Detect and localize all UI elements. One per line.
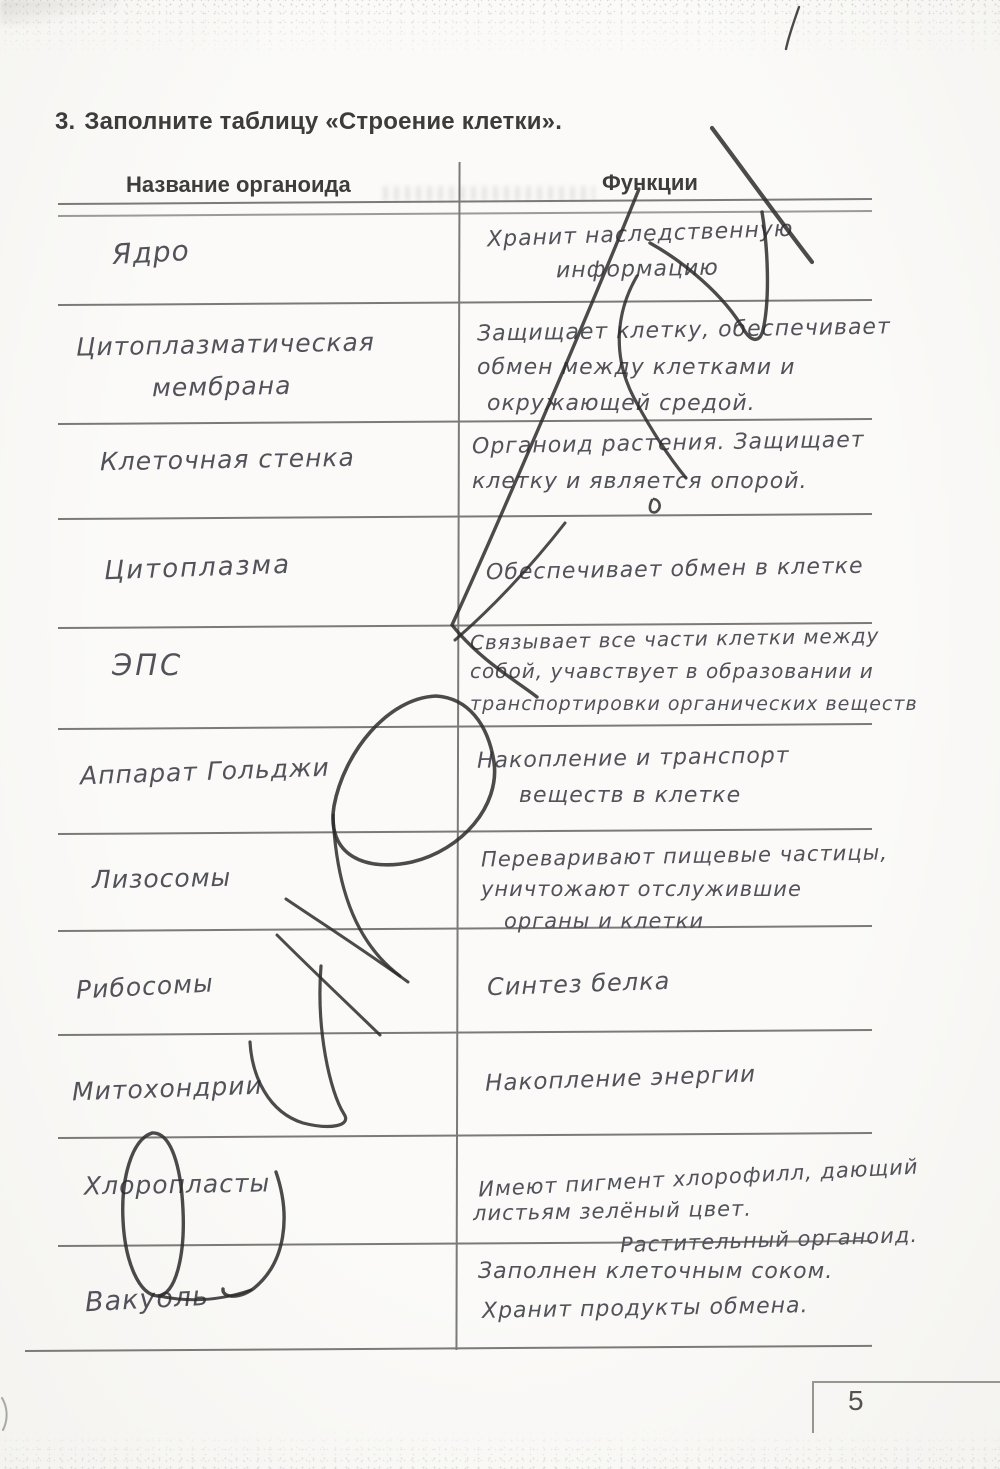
function-text: веществ в клетке (519, 783, 742, 808)
table-row-line (58, 828, 872, 835)
table-row-line (58, 299, 872, 306)
function-text: уничтожают отслужившие (481, 877, 802, 901)
pen-stroke (650, 499, 660, 512)
page-number-border-top (812, 1381, 1000, 1383)
pen-stroke (250, 966, 346, 1126)
organelle-name: Митохондрии (71, 1070, 264, 1107)
function-text: Хранит наследственную (486, 216, 794, 253)
pen-stroke (786, 7, 799, 49)
function-text: собой, учавствует в образовании и (470, 659, 874, 683)
function-text: клетку и является опорой. (472, 469, 808, 494)
scan-noise-top (0, 0, 1000, 58)
table-header-line-2 (58, 210, 872, 217)
pen-stroke (123, 1133, 184, 1296)
function-text: Хранит продукты обмена. (481, 1293, 809, 1324)
organelle-name: мембрана (151, 370, 292, 403)
function-text: Защищает клетку, обеспечивает (476, 314, 892, 347)
task-title-text: Заполните таблицу «Строение клетки». (84, 108, 563, 135)
function-text: Обеспечивает обмен в клетке (485, 553, 864, 586)
task-title (55, 108, 562, 136)
scan-smudge-top-left (0, 0, 120, 26)
page-number: 5 (848, 1385, 864, 1416)
function-text: информацию (555, 255, 720, 284)
organelle-name: Вакуоль (84, 1280, 210, 1319)
function-text: окружающей средой. (487, 391, 756, 416)
function-text: обмен между клетками и (477, 355, 796, 380)
table-column-divider (455, 162, 460, 1350)
function-text: транспортировки органических веществ (470, 693, 918, 715)
function-text: Растительный органоид. (619, 1222, 919, 1258)
function-text: Накопление энергии (484, 1061, 757, 1097)
pen-stroke (333, 696, 495, 865)
task-number: 3. (55, 108, 76, 135)
function-text: листьям зелёный цвет. (472, 1196, 753, 1226)
organelle-name: Ядро (111, 233, 191, 272)
organelle-name: Цитоплазматическая (75, 327, 376, 362)
organelle-name: Аппарат Гольджи (79, 752, 331, 791)
column-header-functions: Функции (602, 170, 698, 195)
function-text: Имеют пигмент хлорофилл, дающий (477, 1154, 920, 1202)
scan-ghost-text (383, 186, 595, 201)
table-row-line (58, 1029, 872, 1036)
organelle-name: ЭПС (112, 648, 184, 682)
function-text: Синтез белка (486, 966, 671, 1002)
function-text: Органоид растения. Защищает (471, 427, 865, 460)
table-row-line (58, 723, 872, 730)
function-text: органы и клетки (504, 909, 704, 933)
organelle-name: Рибосомы (75, 968, 215, 1005)
organelle-name: Цитоплазма (103, 549, 292, 587)
function-text: Накопление и транспорт (476, 743, 790, 774)
organelle-name: Клеточная стенка (99, 442, 356, 477)
function-text: Заполнен клеточным соком. (478, 1259, 834, 1284)
pen-stroke (286, 899, 408, 982)
pen-stroke (2, 1398, 7, 1430)
organelle-name: Хлоропласты (83, 1168, 271, 1201)
table-row-line (58, 1132, 872, 1139)
pen-stroke (277, 935, 380, 1035)
column-header-organelle: Название органоида (126, 172, 351, 197)
table-row-line (58, 925, 872, 932)
scan-noise-bottom (0, 1427, 1000, 1469)
function-text: Связывает все части клетки между (469, 623, 880, 655)
table-row-line (58, 513, 872, 520)
organelle-name: Лизосомы (91, 862, 232, 895)
table-bottom-line (25, 1345, 872, 1352)
page-number-border-left (812, 1381, 814, 1433)
table-row-line (58, 418, 872, 425)
function-text: Переваривают пищевые частицы, (480, 840, 889, 872)
pen-stroke (333, 815, 400, 976)
